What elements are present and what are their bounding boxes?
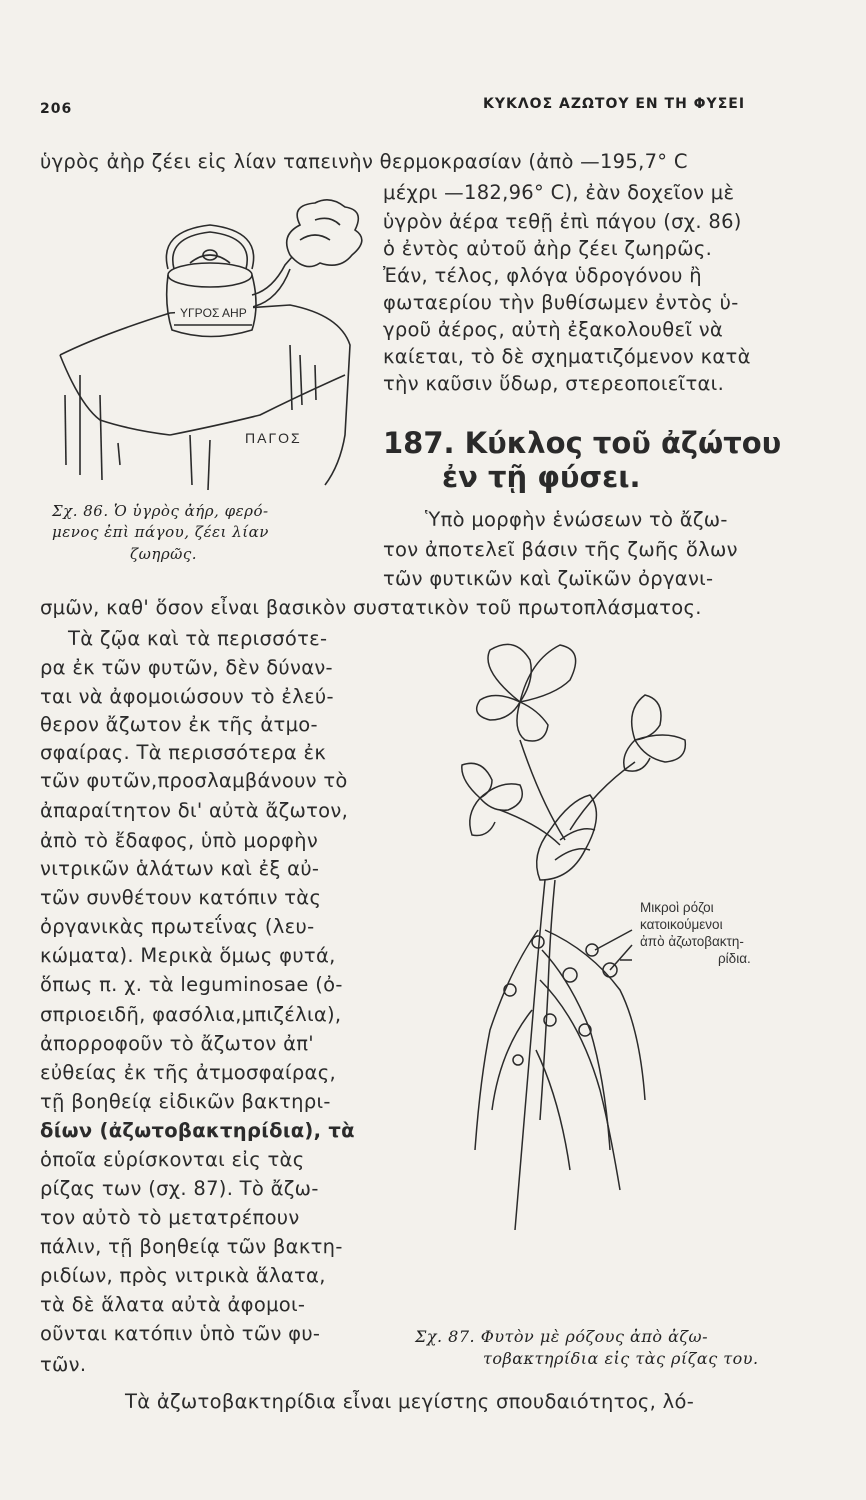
nodule-annotation-line: ἀπὸ ἀζωτοβακτη- — [640, 934, 744, 949]
text-line: εὐθείας ἐκ τῆς ἀτμοσφαίρας, — [40, 1061, 336, 1084]
nodule-annotation-line: κατοικούμενοι — [640, 917, 723, 932]
figure-87-clover-plant — [420, 630, 820, 1330]
text-line: μέχρι —182,96° C), ἐὰν δοχεῖον μὲ — [383, 181, 735, 204]
text-line: τον ἀποτελεῖ βάσιν τῆς ζωῆς ὅλων — [383, 538, 738, 561]
text-line: ἀπορροφοῦν τὸ ἄζωτον ἀπ' — [40, 1032, 314, 1055]
text-line: ἀπὸ τὸ ἔδαφος, ὑπὸ μορφὴν — [40, 829, 319, 852]
text-line: τῶν φυτικῶν καὶ ζωϊκῶν ὀργανι- — [383, 567, 714, 590]
figure-87-caption-line: Σχ. 87. Φυτὸν μὲ ρόζους ἀπὸ ἀζω- — [415, 1327, 709, 1346]
text-line: Τὰ ζῷα καὶ τὰ περισσότε- — [68, 627, 328, 650]
running-title: ΚΥΚΛΟΣ ΑΖΩΤΟΥ ΕΝ ΤΗ ΦΥΣΕΙ — [483, 96, 746, 112]
text-line: Τὰ ἀζωτοβακτηρίδια εἶναι μεγίστης σπουδαιότητος, λό- — [125, 1390, 695, 1413]
text-line: Ἐάν, τέλος, φλόγα ὑδρογόνου ἢ — [383, 264, 702, 287]
text-line: νιτρικῶν ἁλάτων καὶ ἐξ αὐ- — [40, 857, 320, 880]
text-line: τῇ βοηθείᾳ εἰδικῶν βακτηρι- — [40, 1090, 331, 1113]
text-line: δίων (ἀζωτοβακτηρίδια), τὰ — [40, 1119, 355, 1142]
text-line: τὴν καῦσιν ὕδωρ, στερεοποιεῖται. — [383, 372, 725, 395]
text-line: ριδίων, πρὸς νιτρικὰ ἅλατα, — [40, 1264, 326, 1287]
text-line: οῦνται κατόπιν ὑπὸ τῶν φυ- — [40, 1322, 321, 1345]
section-heading-continued: ἐν τῇ φύσει. — [442, 460, 641, 494]
text-line: ἀπαραίτητον δι' αὐτὰ ἄζωτον, — [40, 799, 349, 822]
text-line: τον αὐτὸ τὸ μετατρέπουν — [40, 1206, 300, 1229]
text-line: ὑγρὸν ἀέρα τεθῇ ἐπὶ πάγου (σχ. 86) — [383, 210, 742, 233]
figure-87-caption-line: τοβακτηρίδια εἰς τὰς ρίζας του. — [483, 1349, 759, 1368]
kettle-label: ΥΓΡΟΣ ΑΗΡ — [180, 306, 247, 320]
nodule-annotation-line: Μικροὶ ρόζοι — [640, 900, 714, 915]
text-line: σπριοειδῆ, φασόλια,μπιζέλια), — [40, 1003, 342, 1026]
page-number: 206 — [40, 101, 73, 117]
text-line: καίεται, τὸ δὲ σχηματιζόμενον κατὰ — [383, 345, 751, 368]
text-line: ὅπως π. χ. τὰ leguminosae (ὀ- — [40, 973, 343, 996]
text-line: πάλιν, τῇ βοηθείᾳ τῶν βακτη- — [40, 1235, 343, 1258]
ice-label: ΠΑΓΟΣ — [245, 430, 302, 446]
figure-86-kettle-on-ice — [40, 195, 370, 495]
text-line: σμῶν, καθ' ὅσον εἶναι βασικὸν συστατικὸν τοῦ πρωτοπλάσματος. — [40, 596, 702, 619]
text-line: τῶν. — [40, 1353, 87, 1376]
text-line: σφαίρας. Τὰ περισσότερα ἐκ — [40, 741, 327, 764]
text-line: κώματα). Μερικὰ ὅμως φυτά, — [40, 944, 336, 967]
text-line: τὰ δὲ ἅλατα αὐτὰ ἀφομοι- — [40, 1293, 306, 1316]
text-line: Ὑπὸ μορφὴν ἑνώσεων τὸ ἄζω- — [425, 508, 728, 531]
text-line: γροῦ ἀέρος, αὐτὴ ἐξακολουθεῖ νὰ — [383, 318, 724, 341]
figure-86-caption-line: Σχ. 86. Ὁ ὑγρὸς ἀήρ, φερό- — [52, 502, 269, 520]
text-line: τῶν συνθέτουν κατόπιν τὰς — [40, 886, 322, 909]
text-line: ὁποῖα εὑρίσκονται εἰς τὰς — [40, 1148, 305, 1171]
text-line: ὀργανικὰς πρωτεΐνας (λευ- — [40, 915, 315, 938]
text-line: ρίζας των (σχ. 87). Τὸ ἄζω- — [40, 1177, 319, 1200]
text-line: ρα ἐκ τῶν φυτῶν, δὲν δύναν- — [40, 656, 333, 679]
text-line: ται νὰ ἀφομοιώσουν τὸ ἐλεύ- — [40, 685, 334, 708]
text-line: θερον ἄζωτον ἐκ τῆς ἀτμο- — [40, 713, 318, 736]
text-line: ὑγρὸς ἀὴρ ζέει εἰς λίαν ταπεινὴν θερμοκρασίαν (ἀπὸ —195,7° C — [40, 150, 688, 173]
figure-86-caption-line: μενος ἐπὶ πάγου, ζέει λίαν — [52, 523, 269, 541]
text-line: ὁ ἐντὸς αὐτοῦ ἀὴρ ζέει ζωηρῶς. — [383, 237, 713, 260]
text-line: τῶν φυτῶν,προσλαμβάνουν τὸ — [40, 769, 348, 792]
text-line: φωταερίου τὴν βυθίσωμεν ἐντὸς ὑ- — [383, 291, 739, 314]
figure-86-caption-line: ζωηρῶς. — [130, 545, 198, 563]
nodule-annotation-line: ρίδια. — [718, 951, 751, 966]
section-heading: 187. Κύκλος τοῦ ἀζώτου — [383, 426, 782, 460]
